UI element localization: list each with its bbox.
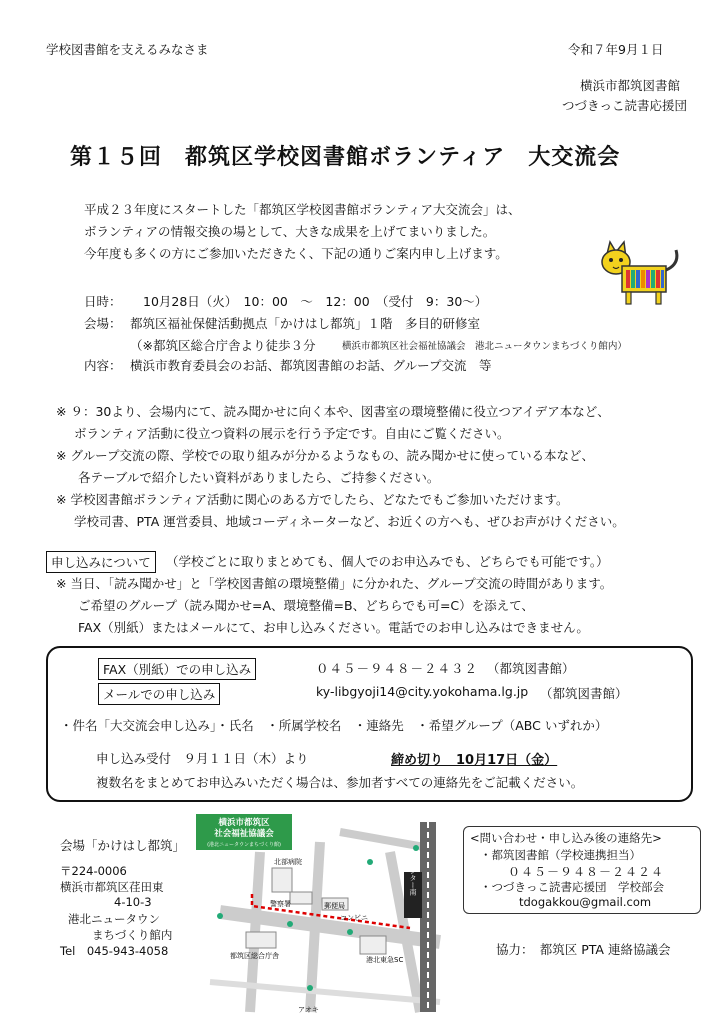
intro-line-2: ボランティアの情報交換の場として、大きな成果を上げてまいりました。: [84, 224, 496, 239]
venue-postal: 〒224-0006: [60, 864, 127, 878]
application-deadline: 締め切り 10月17日（金）: [391, 753, 558, 768]
application-period: 申し込み受付 ９月１１日（木）より: [96, 751, 309, 766]
note-2-cont: 各テーブルで紹介したい資料がありましたら、ご持参ください。: [78, 470, 440, 485]
map-label-ward-office: 都筑区総合庁舎: [230, 952, 279, 960]
venue-address-1: 横浜市都筑区荏田東: [60, 880, 164, 894]
note-1: ※ ９：30より、会場内にて、読み聞かせに向く本や、図書室の環境整備に役立つアイデア本など、: [56, 404, 610, 419]
venue-address-3: 港北ニュータウン: [68, 912, 160, 926]
map-badge-line-1: 横浜市都筑区: [218, 818, 270, 828]
note-2: ※ グループ交流の際、学校での取り組みが分かるようなもの、読み聞かせに使っている本など、: [56, 448, 594, 463]
note-3: ※ 学校図書館ボランティア活動に関心のある方でしたら、どなたでもご参加いただけます。: [56, 492, 569, 507]
intro-line-1: 平成２３年度にスタートした「都筑区学校図書館ボランティア大交流会」は、: [84, 202, 521, 217]
fax-number: ０４５－９４８－２４３２: [316, 661, 479, 676]
intro-line-3: 今年度も多くの方にご参加いただきたく、下記の通りご案内申し上げます。: [84, 246, 508, 261]
application-line-2: ご希望のグループ（読み聞かせ=A、環境整備=B、どちらでも可=C）を添えて、: [78, 598, 534, 613]
issue-date: 令和７年9月１日: [568, 42, 664, 57]
organizer-library: 横浜市都筑図書館: [580, 78, 681, 93]
application-line-3: FAX（別紙）またはメールにて、お申し込みください。電話でのお申し込みはできません。: [78, 620, 589, 635]
map-badge-line-3: (港北ニュータウンまちづくり館): [207, 842, 281, 848]
map-badge-line-2: 社会福祉協議会: [214, 829, 274, 839]
note-1-cont: ボランティア活動に役立つ資料の展示を行う予定です。自由にご覧ください。: [74, 426, 510, 441]
addressee: 学校図書館を支えるみなさま: [46, 42, 209, 57]
contact-email[interactable]: tdogakkou@gmail.com: [519, 895, 652, 909]
venue-address-4: まちづくり館内: [92, 928, 173, 942]
note-3-cont: 学校司書、PTA 運営委員、地域コーディネーターなど、お近くの方へも、ぜひお声がけください。: [74, 514, 625, 529]
map-label-hospital: 北部病院: [274, 858, 302, 866]
page-title: 第１５回 都筑区学校図書館ボランティア 大交流会: [70, 145, 621, 170]
venue-tel: Tel 045-943-4058: [60, 944, 169, 958]
multi-applicant-note: 複数名をまとめてお申込みいただく場合は、参加者すべての連絡先をご記載ください。: [96, 775, 584, 790]
cooperation: 協力： 都筑区 PTA 連絡協議会: [496, 942, 671, 957]
content-label: 内容：: [84, 358, 122, 373]
application-line-1: ※ 当日、「読み聞かせ」と「学校図書館の環境整備」に分かれた、グループ交流の時間があります。: [56, 576, 613, 591]
map-label-aoki: アオキ: [298, 1006, 319, 1014]
required-fields: ・件名「大交流会申し込み」・氏名 ・所属学校名 ・連絡先 ・希望グループ（ABC いずれか）: [60, 718, 608, 733]
map-station-label: センター南: [409, 860, 417, 896]
venue-map: [190, 812, 452, 1016]
venue-info-label: 会場「かけはし都筑」: [60, 838, 186, 853]
venue-access: （※都筑区総合庁舎より徒歩３分: [130, 338, 316, 353]
organizer-group: つづきっこ読書応援団: [562, 98, 688, 113]
venue-label: 会場：: [84, 316, 122, 331]
event-venue: 都筑区福祉保健活動拠点「かけはし都筑」１階 多目的研修室: [130, 316, 481, 331]
fax-destination: （都筑図書館）: [487, 661, 575, 676]
cat-illustration: [596, 228, 682, 308]
contact-line-1: ・都筑図書館（学校連携担当）: [480, 848, 641, 862]
venue-address-2: 4-10-3: [114, 895, 152, 909]
venue-access-detail: 横浜市都筑区社会福祉協議会 港北ニュータウンまちづくり館内）: [342, 341, 627, 352]
map-label-tokyu-sc: 港北東急SC: [366, 956, 404, 964]
application-heading-note: （学校ごとに取りまとめても、個人でのお申込みでも、どちらでも可能です。）: [166, 554, 609, 569]
event-datetime: 10月28日（火） 10：00 ～ 12：00 （受付 9：30～）: [143, 294, 488, 309]
contact-line-2: ・つづきっこ読書応援団 学校部会: [480, 880, 664, 894]
event-content: 横浜市教育委員会のお話、都筑図書館のお話、グループ交流 等: [130, 358, 492, 373]
mail-label: メールでの申し込み: [98, 683, 220, 705]
contact-phone: ０４５－９４８－２４２４: [508, 865, 665, 879]
application-heading: 申し込みについて: [46, 551, 156, 573]
datetime-label: 日時：: [84, 294, 122, 309]
fax-label: FAX（別紙）での申し込み: [98, 658, 256, 680]
mail-address[interactable]: ky-libgyoji14@city.yokohama.lg.jp: [316, 684, 529, 699]
mail-destination: （都筑図書館）: [540, 686, 628, 701]
map-label-post: 郵便局: [324, 902, 345, 910]
map-label-convenience: コンビニ: [340, 914, 368, 922]
map-label-police: 警察署: [270, 900, 291, 908]
contact-title: <問い合わせ・申し込み後の連絡先>: [470, 831, 662, 845]
